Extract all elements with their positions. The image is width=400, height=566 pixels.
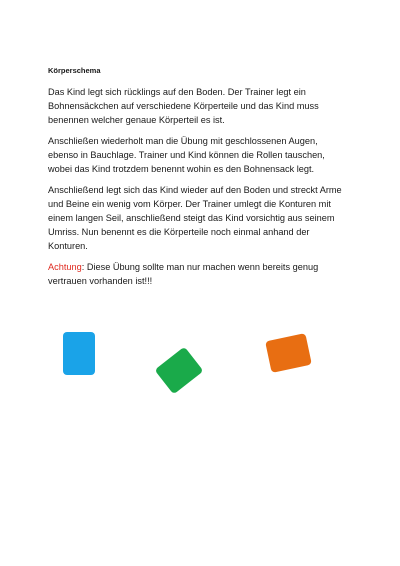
paragraph-1: Das Kind legt sich rücklings auf den Boden. Der Trainer legt ein Bohnensäckchen auf verschiedene Körperteile und das Kind muss benennen welcher genaue Körperteil es ist. [48,87,319,125]
warning-label: Achtung [48,262,82,272]
document-page [48,66,348,295]
paragraph-2: Anschließen wiederholt man die Übung mit geschlossenen Augen, ebenso in Bauchlage. Trainer und Kind können die Rollen tauschen, wobei das Kind trotzdem benennt wohin es den Bohnensack legt. [48,136,325,174]
document-heading: Körperschema [48,66,101,75]
warning-text: : Diese Übung sollte man nur machen wenn bereits genug vertrauen vorhanden ist!!! [48,262,319,286]
paragraph-3: Anschließend legt sich das Kind wieder auf den Boden und streckt Arme und Beine ein wenig vom Körper. Der Trainer umlegt die Konturen mit einem langen Seil, anschließend steigt das Kind vorsichtig aus seinem Umriss. Nun benennt es die Körperteile noch einmal anhand der Konturen. [48,185,342,251]
warning-paragraph [48,260,348,288]
blue-beanbag-shape [63,332,95,375]
orange-beanbag-shape [265,333,312,373]
green-beanbag-shape [154,347,203,395]
